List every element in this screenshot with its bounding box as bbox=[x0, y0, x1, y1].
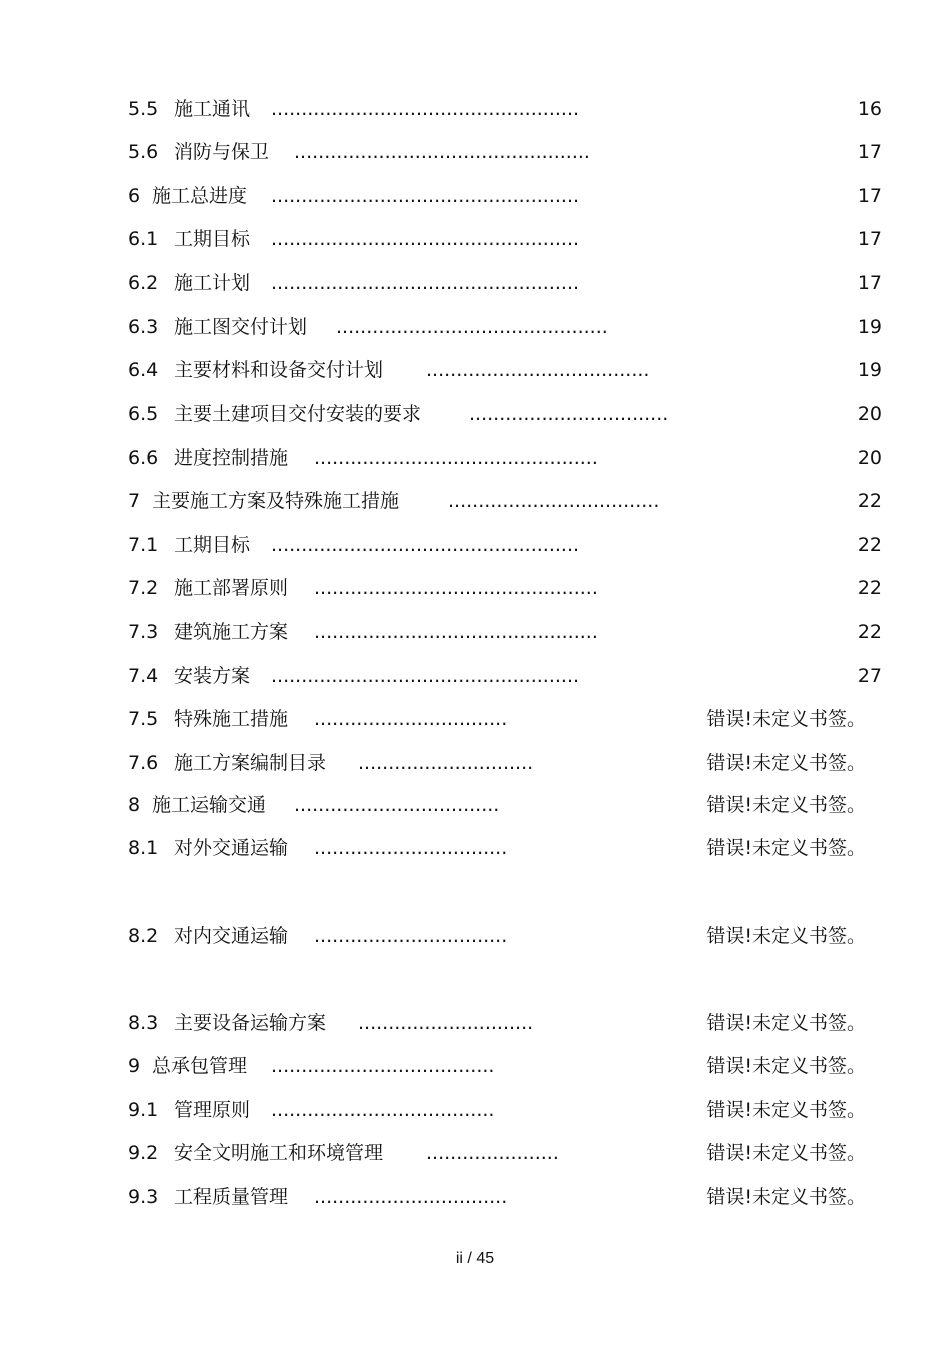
toc-leader-dots: ................................ bbox=[314, 837, 508, 859]
toc-entry-number: 8.1 bbox=[128, 837, 159, 859]
toc-entry-title: 安全文明施工和环境管理 bbox=[174, 1142, 384, 1164]
toc-entry-title: 特殊施工措施 bbox=[174, 708, 289, 730]
toc-entry[interactable] bbox=[128, 1138, 888, 1168]
toc-entry-number: 6.2 bbox=[128, 272, 159, 294]
toc-leader-dots: ...................... bbox=[426, 1142, 559, 1164]
toc-leader-dots: ................................... bbox=[448, 490, 660, 512]
toc-entry-title: 主要土建项目交付安装的要求 bbox=[174, 403, 422, 425]
toc-entry-page: 17 bbox=[857, 141, 882, 163]
toc-entry-number: 9 bbox=[128, 1055, 141, 1077]
toc-entry-number: 5.6 bbox=[128, 141, 159, 163]
toc-entry[interactable] bbox=[128, 181, 888, 211]
toc-leader-dots: ............................. bbox=[358, 1012, 534, 1034]
toc-leader-dots: ................................................... bbox=[271, 534, 580, 556]
toc-entry-title: 主要材料和设备交付计划 bbox=[174, 359, 384, 381]
toc-entry[interactable] bbox=[128, 661, 888, 691]
toc-entry[interactable] bbox=[128, 1182, 888, 1212]
toc-entry-number: 8.2 bbox=[128, 925, 159, 947]
toc-entry-number: 7.3 bbox=[128, 621, 159, 643]
toc-entry-number: 6.5 bbox=[128, 403, 159, 425]
toc-leader-dots: ................................ bbox=[314, 708, 508, 730]
toc-leader-dots: ..................................... bbox=[271, 1099, 495, 1121]
toc-leader-dots: ................................................... bbox=[271, 665, 580, 687]
toc-entry-page: 错误!未定义书签。 bbox=[706, 1099, 866, 1121]
toc-entry-page: 17 bbox=[857, 228, 882, 250]
toc-entry-number: 6.1 bbox=[128, 228, 159, 250]
toc-entry-page: 20 bbox=[857, 447, 882, 469]
toc-entry-page: 19 bbox=[857, 316, 882, 338]
toc-leader-dots: ................................................... bbox=[271, 272, 580, 294]
toc-entry-title: 施工总进度 bbox=[152, 185, 248, 207]
toc-entry-title: 对内交通运输 bbox=[174, 925, 289, 947]
toc-entry-number: 6 bbox=[128, 185, 141, 207]
toc-entry[interactable] bbox=[128, 748, 888, 778]
toc-entry-number: 5.5 bbox=[128, 98, 159, 120]
toc-entry-page: 错误!未定义书签。 bbox=[706, 1142, 866, 1164]
toc-entry-page: 错误!未定义书签。 bbox=[706, 752, 866, 774]
toc-entry[interactable] bbox=[128, 355, 888, 385]
toc-entry-title: 施工方案编制目录 bbox=[174, 752, 327, 774]
toc-leader-dots: ................................. bbox=[469, 403, 669, 425]
toc-entry[interactable] bbox=[128, 94, 888, 124]
toc-entry-title: 工期目标 bbox=[174, 228, 251, 250]
toc-entry-title: 消防与保卫 bbox=[174, 141, 270, 163]
toc-leader-dots: ..................................... bbox=[271, 1055, 495, 1077]
toc-entry-title: 安装方案 bbox=[174, 665, 251, 687]
toc-entry-number: 8 bbox=[128, 794, 141, 816]
toc-leader-dots: ..................................... bbox=[426, 359, 650, 381]
toc-entry[interactable] bbox=[128, 573, 888, 603]
toc-entry-title: 建筑施工方案 bbox=[174, 621, 289, 643]
toc-leader-dots: ............................................... bbox=[314, 577, 598, 599]
toc-entry-page: 错误!未定义书签。 bbox=[706, 925, 866, 947]
toc-leader-dots: ............................................... bbox=[314, 621, 598, 643]
toc-entry-page: 22 bbox=[857, 621, 882, 643]
toc-entry-number: 7.2 bbox=[128, 577, 159, 599]
toc-entry-number: 6.4 bbox=[128, 359, 159, 381]
toc-entry-number: 7.5 bbox=[128, 708, 159, 730]
toc-entry-page: 17 bbox=[857, 185, 882, 207]
toc-entry-title: 进度控制措施 bbox=[174, 447, 289, 469]
toc-entry-title: 施工通讯 bbox=[174, 98, 251, 120]
toc-entry[interactable] bbox=[128, 921, 888, 951]
toc-entry-page: 错误!未定义书签。 bbox=[706, 837, 866, 859]
toc-entry-number: 9.1 bbox=[128, 1099, 159, 1121]
toc-entry-number: 7 bbox=[128, 490, 141, 512]
toc-leader-dots: ............................. bbox=[358, 752, 534, 774]
toc-entry-title: 总承包管理 bbox=[152, 1055, 248, 1077]
toc-leader-dots: ............................................. bbox=[336, 316, 608, 338]
toc-entry[interactable] bbox=[128, 530, 888, 560]
toc-entry-title: 施工计划 bbox=[174, 272, 251, 294]
toc-leader-dots: ................................................... bbox=[271, 185, 580, 207]
toc-entry-number: 9.2 bbox=[128, 1142, 159, 1164]
toc-entry[interactable] bbox=[128, 399, 888, 429]
page-number: ii / 45 bbox=[455, 1250, 495, 1267]
toc-entry-title: 主要施工方案及特殊施工措施 bbox=[152, 490, 400, 512]
toc-entry-page: 错误!未定义书签。 bbox=[706, 1186, 866, 1208]
toc-leader-dots: ................................ bbox=[314, 925, 508, 947]
toc-entry-number: 9.3 bbox=[128, 1186, 159, 1208]
toc-leader-dots: .................................. bbox=[294, 794, 500, 816]
toc-entry[interactable] bbox=[128, 617, 888, 647]
toc-entry[interactable] bbox=[128, 833, 888, 863]
toc-entry-title: 工期目标 bbox=[174, 534, 251, 556]
toc-leader-dots: ................................................. bbox=[294, 141, 590, 163]
toc-entry[interactable] bbox=[128, 443, 888, 473]
toc-entry-page: 错误!未定义书签。 bbox=[706, 1055, 866, 1077]
toc-leader-dots: ................................................... bbox=[271, 228, 580, 250]
toc-entry-title: 施工运输交通 bbox=[152, 794, 267, 816]
toc-entry-number: 8.3 bbox=[128, 1012, 159, 1034]
toc-entry-number: 6.6 bbox=[128, 447, 159, 469]
toc-entry-page: 22 bbox=[857, 534, 882, 556]
toc-entry[interactable] bbox=[128, 704, 888, 734]
toc-leader-dots: ................................ bbox=[314, 1186, 508, 1208]
toc-entry-page: 17 bbox=[857, 272, 882, 294]
toc-entry-title: 对外交通运输 bbox=[174, 837, 289, 859]
toc-entry[interactable] bbox=[128, 1095, 888, 1125]
toc-entry-title: 施工部署原则 bbox=[174, 577, 289, 599]
toc-entry-page: 错误!未定义书签。 bbox=[706, 708, 866, 730]
toc-entry-number: 7.1 bbox=[128, 534, 159, 556]
toc-entry-number: 6.3 bbox=[128, 316, 159, 338]
toc-entry-page: 27 bbox=[857, 665, 882, 687]
toc-entry-page: 20 bbox=[857, 403, 882, 425]
toc-entry-title: 工程质量管理 bbox=[174, 1186, 289, 1208]
toc-entry[interactable] bbox=[128, 790, 888, 820]
toc-entry[interactable] bbox=[128, 1051, 888, 1081]
toc-entry[interactable] bbox=[128, 312, 888, 342]
toc-entry-title: 管理原则 bbox=[174, 1099, 251, 1121]
toc-entry[interactable] bbox=[128, 224, 888, 254]
toc-leader-dots: ............................................... bbox=[314, 447, 598, 469]
toc-entry-title: 施工图交付计划 bbox=[174, 316, 308, 338]
toc-entry-number: 7.6 bbox=[128, 752, 159, 774]
toc-entry[interactable] bbox=[128, 1008, 888, 1038]
toc-entry[interactable] bbox=[128, 486, 888, 516]
toc-entry-page: 错误!未定义书签。 bbox=[706, 794, 866, 816]
toc-entry-title: 主要设备运输方案 bbox=[174, 1012, 327, 1034]
toc-entry[interactable] bbox=[128, 137, 888, 167]
toc-entry-page: 19 bbox=[857, 359, 882, 381]
toc-entry-page: 22 bbox=[857, 490, 882, 512]
toc-leader-dots: ................................................... bbox=[271, 98, 580, 120]
toc-entry[interactable] bbox=[128, 268, 888, 298]
toc-entry-page: 22 bbox=[857, 577, 882, 599]
toc-entry-page: 错误!未定义书签。 bbox=[706, 1012, 866, 1034]
toc-entry-number: 7.4 bbox=[128, 665, 159, 687]
toc-entry-page: 16 bbox=[857, 98, 882, 120]
